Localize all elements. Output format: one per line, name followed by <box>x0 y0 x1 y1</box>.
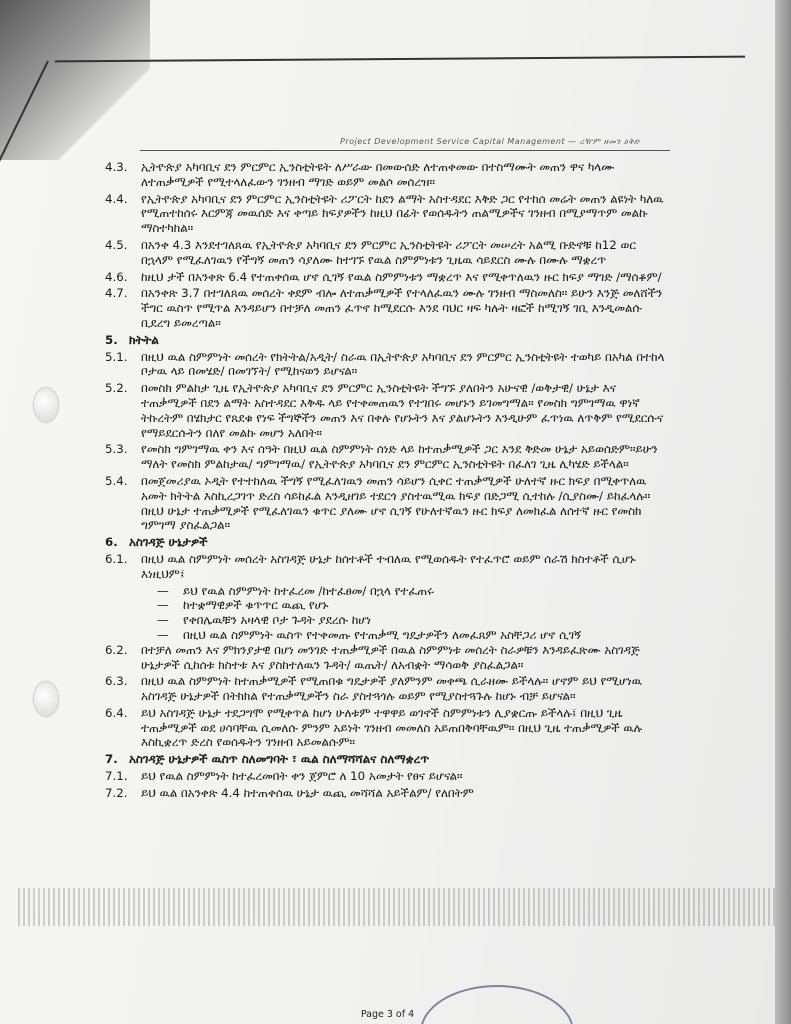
clause-4-7: 4.7. በአንቀጽ 3.7 በተገለጸዉ መሰረት ቀደም ብሎ ለተጠቃሚዎች የተላለፈዉን ሙሉ ገንዘብ ማስመለስ። ይሁን እንጅ መለሸችን ችግር ዉስጥ የሚጥል እንዳይሆን በተቻለ መጠን ፈጥኖ ከሚደርሱ እንደ ባህር ዛፍ ካሉት ዛፎች ከሚገኝ ገቢ እንዲመልሱ ቢደረግ ይመረጣል። <box>105 286 663 330</box>
clause-5-3: 5.3. የመስክ ግምገማዉ ቀን እና ሰዓት በዚህ ዉል ስምምነት ሰነድ ላይ ከተጠቃሚዎች ጋር እንደ ቅድመ ሁኔታ አይወሰድም።ይሁን ማለት የመስክ ምልከታዉ/ ግምገማዉ/ የኢትዮጵያ አካባቢና ደን ምርምር ኢንስቲትዩት በፈለገ ጊዜ ሊካሄድ ይችላል። <box>105 442 658 472</box>
clause-4-4: 4.4. የኢትዮጵያ አካባቢና ደን ምርምር ኢንስቲትዩት ሪፖርት ከደን ልማት አስተዳደር እቅድ ጋር የተከሰ መሬት መጠን ልዩነት ካለዉ የሚጠተከሰሩ እርምጃ መዉሰድ እና ቀጣይ ክፍያዎችን ከዚህ በፊት የወሰዱትን ጠልሚዎችና ገንዘብ በሚያማጥም መልኩ ማስተካከል። <box>105 191 664 236</box>
clause-7-1: 7.1. ይህ የዉል ስምምነት ከተፈረመበት ቀን ጀምሮ ለ 10 አመታት የፀና ይሆናል። <box>105 769 463 784</box>
header-rule <box>140 150 670 151</box>
clause-6-1: 6.1. በዚህ ዉል ስምምነት መሰረት አስገዳጅ ሁኔታ ከሰተቶች ተብለዉ የሚወሰዱት የተፈጥሮ ወይም ሰራሽ ክስተቶች ሲሆኑ እነዚህም፤ <box>105 551 636 581</box>
scan-smudge <box>18 888 775 926</box>
document-body <box>105 160 665 803</box>
section-7-heading: 7. አስገዳጅ ሁኔታዎች ዉስጥ ስለመግባት ፣ ዉል ስለማሻሻልና ስለማቋረጥ <box>105 752 430 767</box>
bullet-item: — ይህ የዉል ስምምነት ከተፈረመ /ከተፈፀመ/ በኋላ የተፈጠሩ <box>157 583 434 598</box>
punch-hole-top <box>34 388 58 422</box>
clause-6-2: 6.2. በተቻለ መጠን እና ምክንያታዊ በሆነ መንገድ ተጠቃሚዎች በዉል ስምምነቱ መሰረት ስራዎቹን እንዳይፈጽሙ አስገዳጅ ሁኔታዎች ሲከሰቱ ክስተቱ እና ያስከተለዉን ጉዳት/ ዉጤት/ ለአብቋት ማሳወቅ ያስፈልጋል። <box>105 642 640 672</box>
bullet-item: — ከተቋማዊዎች ቁጥጥር ዉጪ የሆኑ <box>157 598 329 613</box>
fold-line <box>55 56 745 63</box>
clause-7-2: 7.2. ይህ ዉል በአንቀጽ 4.4 ከተጠቀሰዉ ሁኔታ ዉጪ መሻሻል አይችልም/ የለበትም <box>105 785 474 800</box>
page-number: Page 3 of 4 <box>360 1009 415 1020</box>
clause-6-4: 6.4. ይህ አስገዳጅ ሁኔታ ተደጋግሞ የሚቀጥል ከሆነ ሁለቱም ተዋዋይ ወገኖች ስምምነቱን ሊያቋርጡ ይችላሉ፤ በዚህ ጊዜ ተጠቃሚዎች ወደ ሀሳባቸዉ ሲመለሱ ምንም አይነት ገንዘብ መመለስ አይጠበቅባቸዉም። በዚህ ጊዜ ተጠቃሚዎች ዉሉ እስኪቋረጥ ድረስ የወሰዱትን ገንዘብ አይመልሱም። <box>105 705 643 750</box>
section-6-heading: 6. አስገዳጅ ሁኔታዎች <box>105 535 208 550</box>
clause-6-3: 6.3. በዚህ ዉል ስምምነት ከተጠቃሚዎች የሚጠበቁ ግዴታዎች ያለምንም መቀጫ ሲራዘሙ ይችላሉ። ሆኖም ይህ የሚሆነዉ አስገዳጅ ሁኔታዎች በትክክል የተጠቃሚዎችን ስራ ያስተጓጎሉ ወይም የሚያስተጓጉሉ ከሆኑ ብቻ ይሆናል። <box>105 674 642 704</box>
clause-5-1: 5.1. በዚህ ዉል ስምምነት መሰረት የክትትል/አዲት/ ስራዉ በኢትዮጵያ አካባቢና ደን ምርምር ኢንስቲትዩት ተወካይ በአካል በተከላ ቦታዉ ላይ በመሄድ/ በመገኘት/ የሚከናወን ይሆናል። <box>105 349 665 379</box>
scanner-edge <box>775 0 791 1024</box>
clause-5-2: 5.2. በመስክ ምልከታ ጊዜ የኢትዮጵያ አካባቢና ደን ምርምር ኢንስቲትዩት ችግኙ ያለበትን አሁናዊ /ወቅታዊ/ ሁኔታ እና ተጠቃሚዎች በደን ልማት አስተዳደር እቅዱ ላይ የተቀመጠዉን የተገበሩ መሆኑን ይገመግማል። የመስክ ግምገማዉ ዋነኛ ትኩረትም በሄክታር የጸደቁ የነፍ ችግኞችን መጠን እና በቀሉ የሆኑትን እና ያልሆኑትን እንዲሁም ፈጥነዉ ለጥቅም የሚደርሱና የማይደርሱትን በለየ መልኩ መሆን አለበት። <box>105 381 664 440</box>
bullet-item: — የቀበሌዉቹን አዛላዊ ቦታ ጉዳት ያደረሱ ከሆነ <box>157 613 371 628</box>
clause-4-5: 4.5. በአንቀ 4.3 እንደተገለጸዉ የኢትዮጵያ አካባቢና ደን ምርምር ኢንስቲትዩት ሪፖርት መሠረት አልሚ ቡድኖቹ ከ12 ወር በኋላም የሚፈለገዉን የችግኝ መጠን ሳያለሙ ከተገኙ የዉል ስምምነቱን ጊዜዉ ሳይደርስ ሙሉ በሙሉ ማቋረጥ <box>105 237 636 267</box>
clause-4-6: 4.6. ከዚህ ታች በአንቀጽ 6.4 የተጠቀሰዉ ሆኖ ሲገኝ የዉል ስምምነቱን ማቋረጥ እና የሚቀጥለዉን ዙር ክፍያ ማገድ /ማሰቆም/ <box>105 269 662 284</box>
bullet-item: — በዚህ ዉል ስምምነት ዉስጥ የተቀመጡ የተጠቃሚ ግዴታዎችን ለመፈጸም አስቸጋሪ ሆኖ ሲገኝ <box>157 627 582 642</box>
running-header: Project Development Service Capital Management — ረዥም ዘመን ዕቅድ <box>340 137 640 146</box>
folded-corner <box>0 0 150 160</box>
section-5-heading: 5. ክትትል <box>105 332 159 347</box>
punch-hole-bottom <box>34 682 58 716</box>
clause-5-4: 5.4. በመጀመሪያዉ ኦዲት የተተከለዉ ችግኝ የሚፈለገዉን መጠን ሳይሆን ሲቀር ተጠቃሚዎች ሁለተኛ ዙር ክፍያ በሚቀጥለዉ አመት ክትትል እስኪረጋገጥ ድረስ ሳይከፈል እንዲዘገይ ተደርጎ ያስተዉሚዉ ክፍያ በድጋሚ ሲተከሉ /ሲያስሙ/ ይከፈላሉ። በዚህ ሁኔታ ተጠቃሚዎች የሚፈለገዉን ቁጥር ያለሙ ሆኖ ሲገኝ የሁለተኛዉን ዙር ክፍያ ለመክፈል ለሰተኛ ዙር የመስክ ግምገማ ያስፈልጋል። <box>105 473 651 533</box>
clause-4-3: 4.3. ኢትዮጵያ አካባቢና ደን ምርምር ኢንስቲትዩት ለሥራው በመውሰድ ለተጠቀመው በተስማሙት መጠን ዋና ካላሙ ለተጠቃሚዎች የሚተላለፈውን ገንዘብ ማገድ ወይም መልሶ መሰረዝ። <box>105 160 615 189</box>
